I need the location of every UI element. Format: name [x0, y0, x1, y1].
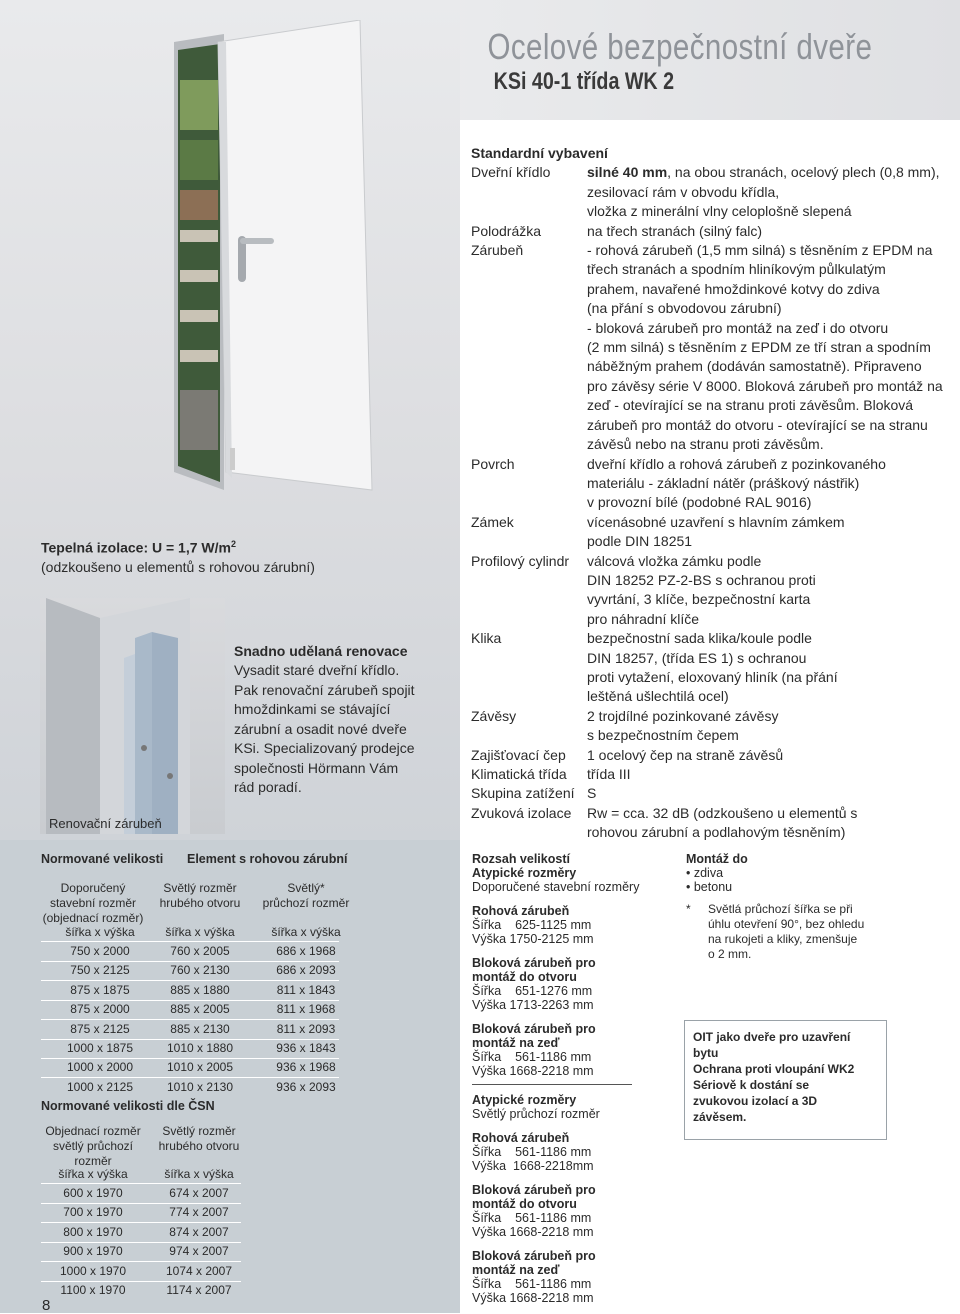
renovation-title: Snadno udělaná renovace [234, 643, 408, 659]
table2-cell: 974 x 2007 [169, 1244, 229, 1259]
ranges-title3: Atypické rozměry [472, 1093, 577, 1107]
range-block-title-text: Bloková zárubeň pro [472, 956, 596, 970]
renovation-line: KSi. Specializovaný prodejce [234, 740, 415, 756]
table2-line [41, 1203, 241, 1204]
standard-label: Zajišťovací čep [471, 746, 566, 763]
ranges-title2: Atypické rozměry [472, 866, 577, 880]
standard-label: Zvuková izolace [471, 804, 572, 821]
standard-row [471, 377, 951, 396]
table2-col2-head: hrubého otvoru [158, 1139, 240, 1153]
standard-bold: silné 40 mm [587, 164, 668, 181]
standard-row [471, 493, 951, 512]
range-block [472, 904, 672, 946]
range-block-title [472, 970, 672, 984]
standard-label: Klimatická třída [471, 766, 567, 782]
standard-label [471, 396, 587, 415]
standard-value: proti vytažení, eloxovaný hliník (na přání [587, 668, 838, 685]
table2-line [41, 1281, 241, 1282]
table2-col2-head: Světlý rozměr [162, 1124, 236, 1138]
table1-cell: 1000 x 1875 [66, 1041, 134, 1055]
standard-value: s bezpečnostním čepem [587, 727, 739, 744]
thermal-insulation [41, 535, 341, 577]
range-block-title-text: montáž na zeď [472, 1036, 560, 1050]
table1-cell: 936 x 2093 [276, 1079, 336, 1094]
standard-label [471, 687, 587, 706]
standard-row [471, 513, 951, 532]
standard-row [471, 396, 951, 415]
standard-row [471, 532, 951, 551]
note-mark: * [686, 902, 691, 916]
standard-label [471, 183, 587, 202]
mounting-note-line: úhlu otevření 90°, bez ohledu [708, 917, 865, 931]
standard-row [471, 222, 951, 241]
standard-value: třída III [587, 766, 631, 782]
standard-row [471, 707, 951, 726]
frame-caption: Renovační zárubeň [49, 816, 162, 831]
table1-col2-head: hrubého otvoru [159, 896, 241, 910]
standard-rows [471, 163, 951, 842]
table2-cell: 1100 x 1970 [60, 1283, 126, 1297]
renovation-line: společnosti Hörmann Vám [234, 759, 399, 776]
standard-value: - bloková zárubeň pro montáž na zeď i do otvoru [587, 319, 889, 336]
range-block-title-text: montáž na zeď [472, 1263, 560, 1277]
table2-line [41, 1183, 241, 1184]
table1-cell: 1010 x 2005 [166, 1060, 234, 1075]
table2-unit: šířka x výška [58, 1167, 128, 1181]
standard-label: Profilový cylindr [471, 552, 570, 569]
table1-cell: 811 x 2093 [276, 1021, 336, 1036]
standard-equipment [471, 144, 951, 843]
table2-cell: 674 x 2007 [169, 1186, 229, 1200]
thermal-heading: Tepelná izolace: U = 1,7 W/m [41, 539, 231, 556]
ranges-sub2: Světlý průchozí rozměr [472, 1107, 600, 1121]
standard-row [471, 260, 951, 279]
table2-unit: šířka x výška [164, 1167, 234, 1181]
mounting-title: Montáž do [686, 852, 748, 866]
standard-value: podle DIN 18251 [587, 533, 693, 550]
standard-row [471, 552, 951, 571]
range-block-title [472, 904, 672, 918]
table2-cell: 774 x 2007 [169, 1205, 229, 1220]
table1-cell: 885 x 1880 [170, 982, 230, 997]
standard-row [471, 571, 951, 590]
standard-row [471, 804, 951, 823]
standard-label [471, 416, 587, 435]
mounting-note-line: na rukojeti a kliky, zmenšuje [708, 932, 858, 946]
table2-cell: 1174 x 2007 [166, 1283, 232, 1297]
standard-label [471, 280, 587, 299]
table1-cell: 875 x 2125 [70, 1021, 130, 1036]
ranges-sub1: Doporučené stavební rozměry [472, 880, 640, 894]
standard-row [471, 183, 951, 202]
table2-head: Normované velikosti dle ČSN [41, 1099, 215, 1113]
table1-cell: 875 x 1875 [70, 982, 130, 997]
standard-label [471, 474, 587, 493]
standard-row [471, 649, 951, 668]
standard-label: Dveřní křídlo [471, 164, 551, 181]
standard-row [471, 163, 951, 182]
range-block-line: Šířka 651-1276 mm [472, 984, 593, 998]
standard-value: zesilovací rám v obvodu křídla, [587, 183, 780, 200]
range-block-title-text: montáž do otvoru [472, 1197, 577, 1211]
table1-cell: 760 x 2130 [170, 963, 230, 978]
standard-label [471, 668, 587, 687]
range-block-title-text: Bloková zárubeň pro [472, 1022, 596, 1036]
table2-cell: 800 x 1970 [63, 1224, 123, 1239]
table2-cell: 1074 x 2007 [165, 1263, 233, 1278]
standard-label [471, 202, 587, 221]
table2-line [41, 1242, 241, 1243]
standard-value: DIN 18257, (třída ES 1) s ochranou [587, 649, 807, 666]
standard-value: leštěná ušlechtilá ocel) [587, 688, 729, 705]
standard-value: zeď - otevírající se na stranu proti závěsům. Bloková [587, 397, 914, 414]
standard-row [471, 823, 951, 842]
table1-line [41, 961, 339, 962]
range-block-title [472, 1022, 672, 1036]
oit-line: bytu [693, 1046, 719, 1060]
table1-cell: 686 x 1968 [276, 944, 336, 958]
range-block-title-text: Bloková zárubeň pro [472, 1183, 596, 1197]
ranges-title1: Rozsah velikostí [472, 852, 570, 866]
range-block-title-text: Rohová zárubeň [472, 1131, 570, 1145]
oit-line: Sériově k dostání se [693, 1078, 810, 1092]
table1-cell: 686 x 2093 [276, 963, 336, 978]
renovation-text [234, 661, 454, 798]
standard-row [471, 319, 951, 338]
range-block-title [472, 1183, 672, 1197]
table2-line [41, 1222, 241, 1223]
table1-line [41, 980, 339, 981]
range-block-title [472, 1131, 672, 1145]
standard-label: Závěsy [471, 707, 517, 724]
size-ranges [472, 852, 672, 1305]
range-block-line: Šířka 561-1186 mm [472, 1277, 592, 1291]
range-block-title [472, 1249, 672, 1263]
range-block-title [472, 1263, 672, 1277]
standard-row [471, 357, 951, 376]
renovation-frame-image [40, 598, 225, 834]
standard-label [471, 590, 587, 609]
standard-value: na třech stranách (silný falc) [587, 222, 763, 239]
mounting [686, 852, 886, 962]
range-block-line: Výška 1668-2218 mm [472, 1225, 594, 1239]
ranges-divider [472, 1084, 632, 1085]
standard-value: zárubeň pro montáž do otvoru - otevírající se na stranu [587, 416, 928, 433]
range-block-line: Šířka 625-1125 mm [472, 918, 592, 932]
page-number: 8 [42, 1297, 51, 1314]
table1-line [41, 1039, 339, 1040]
standard-value: - rohová zárubeň (1,5 mm silná) s těsněním z EPDM na [587, 242, 933, 259]
range-block [472, 1022, 672, 1078]
standard-value: náběžným prahem (dodáván samostatně). Připraveno [587, 358, 922, 375]
table2-cell: 1000 x 1970 [59, 1263, 127, 1278]
table2-cell: 900 x 1970 [63, 1244, 123, 1259]
range-block-line: Výška 1668-2218 mm [472, 1064, 594, 1078]
renovation-line: Pak renovační zárubeň spojit [234, 681, 415, 698]
table1-cell: 1010 x 2130 [166, 1079, 234, 1094]
renovation-line: rád poradí. [234, 779, 302, 795]
standard-label [471, 260, 587, 279]
table2-cell: 874 x 2007 [169, 1224, 229, 1239]
standard-value: (2 mm silná) s těsněním z EPDM ze tří stran a spodním [587, 339, 931, 356]
table1-col3-head: průchozí rozměr [262, 896, 350, 910]
oit-line: závěsem. [693, 1110, 747, 1124]
range-block-line: Výška 1713-2263 mm [472, 998, 594, 1012]
standard-row [471, 668, 951, 687]
standard-row [471, 610, 951, 629]
range-block-line: Výška 1750-2125 mm [472, 932, 594, 946]
standard-row [471, 299, 951, 318]
standard-title: Standardní vybavení [471, 145, 608, 161]
standard-label: Povrch [471, 455, 515, 472]
standard-row [471, 455, 951, 474]
standard-row [471, 435, 951, 454]
frame-illustration [40, 598, 225, 834]
range-block-line: Šířka 561-1186 mm [472, 1211, 592, 1225]
table1-cell: 936 x 1968 [276, 1060, 336, 1075]
table1-unit: šířka x výška [165, 925, 235, 939]
mounting-item: • betonu [686, 880, 733, 894]
standard-value: 2 trojdílné pozinkované závěsy [587, 707, 779, 724]
table2-line [41, 1261, 241, 1262]
range-block [472, 1249, 672, 1305]
ranges-blocks-clear [472, 1131, 672, 1305]
standard-label [471, 377, 587, 396]
thermal-note: (odzkoušeno u elementů s rohovou zárubní) [41, 558, 315, 575]
page-title: Ocelové bezpečnostní dveře [487, 26, 872, 67]
mounting-note-line: Světlá průchozí šířka se při [708, 902, 853, 916]
table1-col2-head: Světlý rozměr [163, 881, 237, 895]
table1-head-left: Normované velikosti [41, 852, 164, 866]
range-block-title [472, 956, 672, 970]
standard-value: vyvrtání, 3 klíče, bezpečnostní karta [587, 591, 811, 608]
table2-col1-head: Objednací rozměr [45, 1124, 141, 1138]
standard-label: Klika [471, 630, 502, 647]
standard-value: vícenásobné uzavření s hlavním zámkem [587, 513, 845, 530]
table1-col3-head: Světlý* [287, 881, 325, 895]
standard-value: v provozní bílé (podobné RAL 9016) [587, 494, 812, 511]
standard-row [471, 746, 951, 765]
table1-col1-head: (objednací rozměr) [42, 911, 144, 925]
table1-cell: 936 x 1843 [276, 1041, 336, 1055]
standard-label: Zárubeň [471, 242, 524, 259]
renovation-line: hmoždinkami se stávající [234, 701, 391, 717]
ranges-blocks-recommended [472, 904, 672, 1078]
table1-cell: 760 x 2005 [170, 944, 230, 958]
standard-row [471, 629, 951, 648]
oit-box [684, 1020, 887, 1140]
standard-row [471, 784, 951, 803]
standard-value: třech stranách a spodním hliníkovým půlkulatým [587, 261, 886, 278]
standard-value: (na přání s obvodovou zárubní) [587, 300, 782, 317]
table1-cell: 811 x 1843 [276, 982, 336, 997]
standard-label [471, 610, 587, 629]
standard-label [471, 726, 587, 745]
table1-col1-head: stavební rozměr [49, 896, 137, 910]
standard-label [471, 649, 587, 668]
standard-label [471, 532, 587, 551]
standard-row [471, 726, 951, 745]
standard-row [471, 416, 951, 435]
table1-cell: 1010 x 1880 [166, 1041, 234, 1055]
standard-label [471, 299, 587, 318]
table1-line [41, 941, 339, 942]
mounting-note-line: o 2 mm. [708, 947, 752, 961]
mounting-item: • zdiva [686, 866, 724, 880]
table1-unit: šířka x výška [65, 925, 135, 939]
table2-cell: 600 x 1970 [63, 1186, 123, 1200]
standard-value: DIN 18252 PZ-2-BS s ochranou proti [587, 571, 816, 588]
table1-line [41, 1019, 339, 1020]
table1-head-right: Element s rohovou zárubní [187, 852, 348, 866]
standard-label: Skupina zatížení [471, 785, 575, 802]
standard-row [471, 241, 951, 260]
standard-label [471, 357, 587, 376]
standard-row [471, 202, 951, 221]
renovation-line: Vysadit staré dveřní křídlo. [234, 662, 400, 678]
oit-line: OIT jako dveře pro uzavření [693, 1030, 851, 1044]
range-block-title [472, 1197, 672, 1211]
standard-row [471, 338, 951, 357]
table1-cell: 1000 x 2125 [66, 1079, 134, 1094]
standard-label: Polodrážka [471, 222, 542, 239]
table1-cell: 885 x 2130 [170, 1021, 230, 1036]
range-block [472, 956, 672, 1012]
table1-line [41, 1000, 339, 1001]
standard-label [471, 435, 587, 454]
standard-value: dveřní křídlo a rohová zárubeň z pozinkovaného [587, 455, 886, 472]
standard-value: závěsů nebo na stranu proti závěsům. [587, 436, 824, 453]
door-illustration [160, 20, 380, 500]
standard-value: válcová vložka zámku podle [587, 552, 762, 569]
standard-value: pro závěsy série V 8000. Bloková zárubeň pro montáž na [587, 377, 943, 394]
standard-value: silné 40 mm, na obou stranách, ocelový plech (0,8 mm), [587, 164, 940, 181]
table1-cell: 750 x 2125 [70, 963, 130, 978]
standard-value: prahem, navařené hmoždinkové kotvy do zdiva [587, 280, 880, 297]
table1-unit: šířka x výška [271, 925, 341, 939]
standard-value: Rw = cca. 32 dB (odzkoušeno u elementů s [587, 804, 858, 821]
range-block-title [472, 1036, 672, 1050]
page-subtitle: KSi 40-1 třída WK 2 [493, 68, 674, 95]
table2-col1-head: světlý průchozí [52, 1139, 134, 1153]
standard-row [471, 765, 951, 784]
table2-col1-head: rozměr [74, 1154, 112, 1168]
range-block [472, 1183, 672, 1239]
standard-label [471, 319, 587, 338]
range-block-title-text: montáž do otvoru [472, 970, 577, 984]
standard-value: materiálu - základní nátěr (práškový nástřik) [587, 474, 860, 491]
oit-line: zvukovou izolací a 3D [693, 1094, 818, 1108]
range-block-line: Výška 1668-2218 mm [472, 1291, 594, 1305]
standard-row [471, 687, 951, 706]
standard-label [471, 338, 587, 357]
standard-value: S [587, 785, 597, 802]
range-block-line: Výška 1668-2218mm [472, 1159, 594, 1173]
table1-cell: 811 x 1968 [276, 1002, 336, 1017]
standard-value: vložka z minerální vlny celoplošně slepená [587, 203, 852, 220]
range-block [472, 1131, 672, 1173]
standard-row [471, 280, 951, 299]
standard-value: bezpečnostní sada klika/koule podle [587, 630, 812, 647]
range-block-line: Šířka 561-1186 mm [472, 1145, 592, 1159]
thermal-sup: 2 [230, 539, 236, 549]
oit-line: Ochrana proti vloupání WK2 [693, 1062, 855, 1076]
table1-col1-head: Doporučený [60, 881, 126, 895]
table1-cell: 750 x 2000 [70, 944, 130, 958]
standard-label [471, 571, 587, 590]
table1-line [41, 1077, 339, 1078]
mounting-note [708, 902, 864, 962]
table1-cell: 1000 x 2000 [66, 1060, 134, 1075]
renovation-line: zárubní a osadit nové dveře [234, 720, 407, 737]
standard-value: rohovou zárubní a podlahovým těsněním) [587, 824, 846, 841]
range-block-title-text: Bloková zárubeň pro [472, 1249, 596, 1263]
table1-cell: 885 x 2005 [170, 1002, 230, 1017]
range-block-title-text: Rohová zárubeň [472, 904, 570, 918]
table2-cell: 700 x 1970 [63, 1205, 123, 1220]
standard-label [471, 493, 587, 512]
standard-row [471, 474, 951, 493]
table1-cell: 875 x 2000 [70, 1002, 130, 1017]
standard-label: Zámek [471, 513, 514, 530]
table1-line [41, 1058, 339, 1059]
standard-row [471, 590, 951, 609]
standard-value: pro náhradní klíče [587, 610, 700, 627]
standard-value: 1 ocelový čep na straně závěsů [587, 746, 784, 763]
range-block-line: Šířka 561-1186 mm [472, 1050, 592, 1064]
standard-label [471, 823, 587, 842]
